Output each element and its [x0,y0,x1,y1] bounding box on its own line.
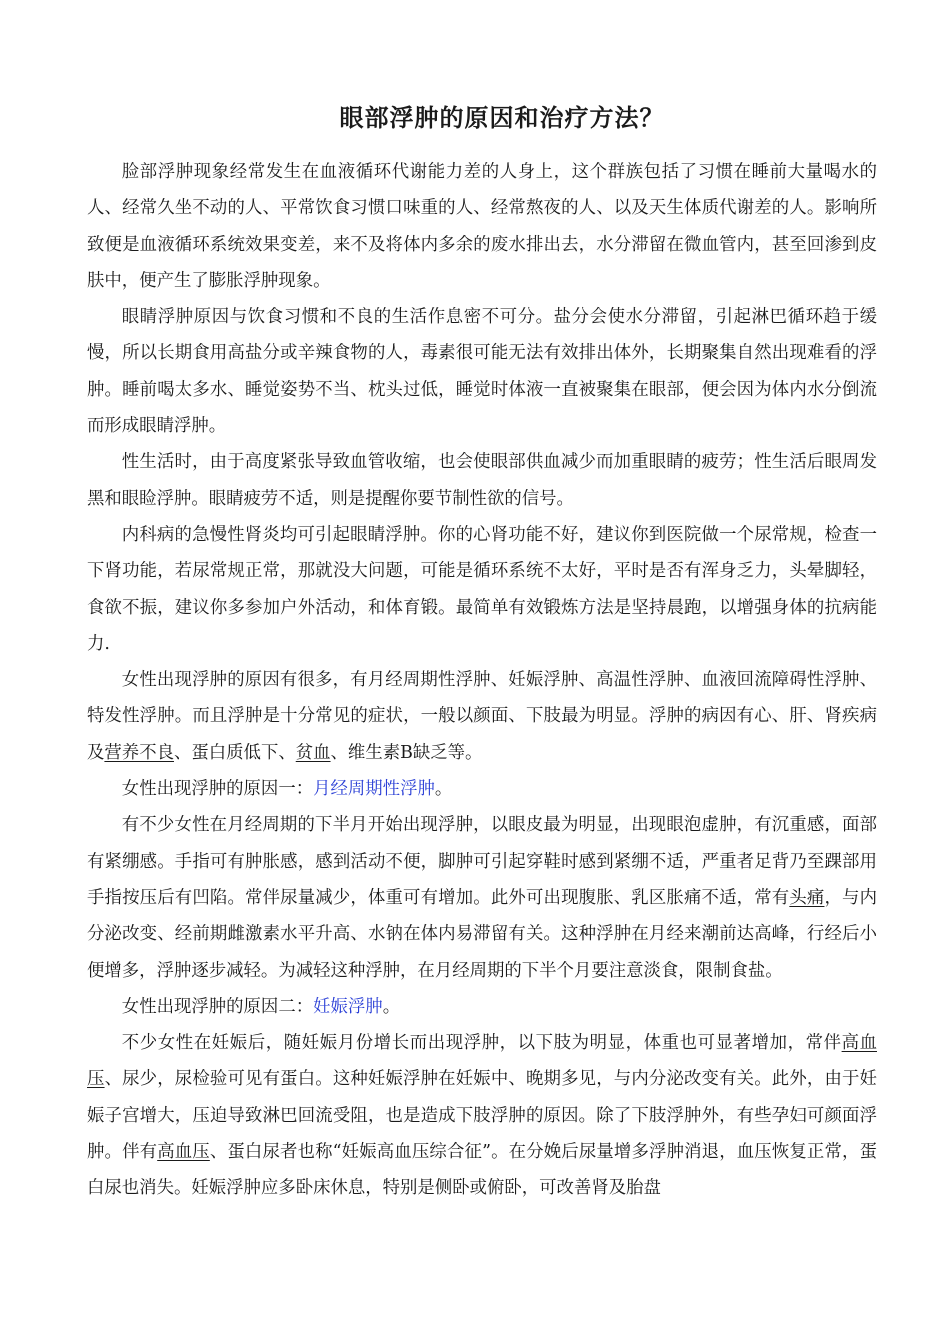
text-segment: 、维生素B缺乏等。 [330,742,483,763]
page-title: 眼部浮肿的原因和治疗方法？ [339,103,665,132]
paragraph-kidney-disease: 内科病的急慢性肾炎均可引起眼睛浮肿。你的心肾功能不好，建议你到医院做一个尿常规，检查一下肾功能，若尿常规正常，那就没大问题，可能是循环系统不太好，平时是否有浑身乏力，头晕脚轻，食欲不振，建议你多参加户外活动，和体育锻。最简单有效锻炼方法是坚持晨跑，以增强身体的抗病能力. [87,524,877,654]
link-menstrual-edema[interactable]: 月经周期性浮肿 [313,779,435,800]
paragraph-sexual-activity: 性生活时，由于高度紧张导致血管收缩，也会使眼部供血减少而加重眼睛的疲劳；性生活后眼周发黑和眼睑浮肿。眼睛疲劳不适，则是提醒你要节制性欲的信号。 [87,452,877,509]
text-segment: 、蛋白质低下、 [173,742,296,763]
link-hypertension[interactable]: 高血压 [87,1033,877,1090]
paragraph-facial-edema: 脸部浮肿现象经常发生在血液循环代谢能力差的人身上，这个群族包括了习惯在睡前大量喝水的人、经常久坐不动的人、平常饮食习惯口味重的人、经常熬夜的人、以及天生体质代谢差的人。影响所致便是血液循环系统效果变差，来不及将体内多余的废水排出去，水分滞留在微血管内，甚至回渗到皮肤中，便产生了膨胀浮肿现象。 [87,162,877,291]
text-segment: 、蛋白尿者也称“妊娠高血压综合征”。在分娩后尿量增多浮肿消退，血压恢复正常，蛋白尿也消失。妊娠浮肿应多卧床休息，特别是侧卧或俯卧，可改善肾及胎盘 [87,1142,877,1199]
link-headache[interactable]: 头痛 [789,887,825,908]
text-segment: 、尿少，尿检验可见有蛋白。这种妊娠浮肿在妊娠中、晚期多见，与内分泌改变有关。此外，由于妊娠子宫增大，压迫导致淋巴回流受阻，也是造成下肢浮肿的原因。除了下肢浮肿外，有些孕妇可颜面浮肿。伴有 [87,1069,877,1163]
link-pregnancy-edema[interactable]: 妊娠浮肿 [313,996,383,1017]
subheading-cause-one [87,771,877,807]
text-segment: 。 [382,996,401,1017]
paragraph-menstrual-edema [87,807,877,988]
text-segment: ，与内分泌改变、经前期雌激素水平升高、水钠在体内易滞留有关。这种浮肿在月经来潮前达高峰，行经后小便增多，浮肿逐步减轻。为减轻这种浮肿，在月经周期的下半个月要注意淡食，限制食盐。 [87,887,877,981]
text-segment: 。 [434,779,453,800]
link-hypertension-2[interactable]: 高血压 [157,1142,210,1163]
link-malnutrition[interactable]: 营养不良 [104,742,174,763]
paragraph-pregnancy-edema [87,1025,877,1206]
paragraph-female-edema-overview [87,662,877,771]
document-page [87,100,877,1207]
link-anemia[interactable]: 贫血 [295,742,331,763]
text-segment: 有不少女性在月经周期的下半月开始出现浮肿，以眼皮最为明显，出现眼泡虚肿，有沉重感，面部有紧绷感。手指可有肿胀感，感到活动不便，脚肿可引起穿鞋时感到紧绷不适，严重者足背乃至踝部用手指按压后有凹陷。常伴尿量减少，体重可有增加。此外可出现腹胀、乳区胀痛不适，常有 [87,815,877,908]
text-segment: 不少女性在妊娠后，随妊娠月份增长而出现浮肿，以下肢为明显，体重也可显著增加，常伴 [121,1033,842,1054]
text-segment: 女性出现浮肿的原因有很多，有月经周期性浮肿、妊娠浮肿、高温性浮肿、血液回流障碍性浮肿、特发性浮肿。而且浮肿是十分常见的症状，一般以颜面、下肢最为明显。浮肿的病因有心、肝、肾疾病及 [87,670,877,763]
text-segment: 女性出现浮肿的原因一： [121,779,314,800]
subheading-cause-two [87,989,877,1025]
paragraph-eye-edema-causes: 眼睛浮肿原因与饮食习惯和不良的生活作息密不可分。盐分会使水分滞留，引起淋巴循环趋于缓慢，所以长期食用高盐分或辛辣食物的人，毒素很可能无法有效排出体外，长期聚集自然出现难看的浮肿。睡前喝太多水、睡觉姿势不当、枕头过低，睡觉时体液一直被聚集在眼部，便会因为体内水分倒流而形成眼睛浮肿。 [87,307,877,437]
text-segment: 女性出现浮肿的原因二： [121,996,314,1017]
